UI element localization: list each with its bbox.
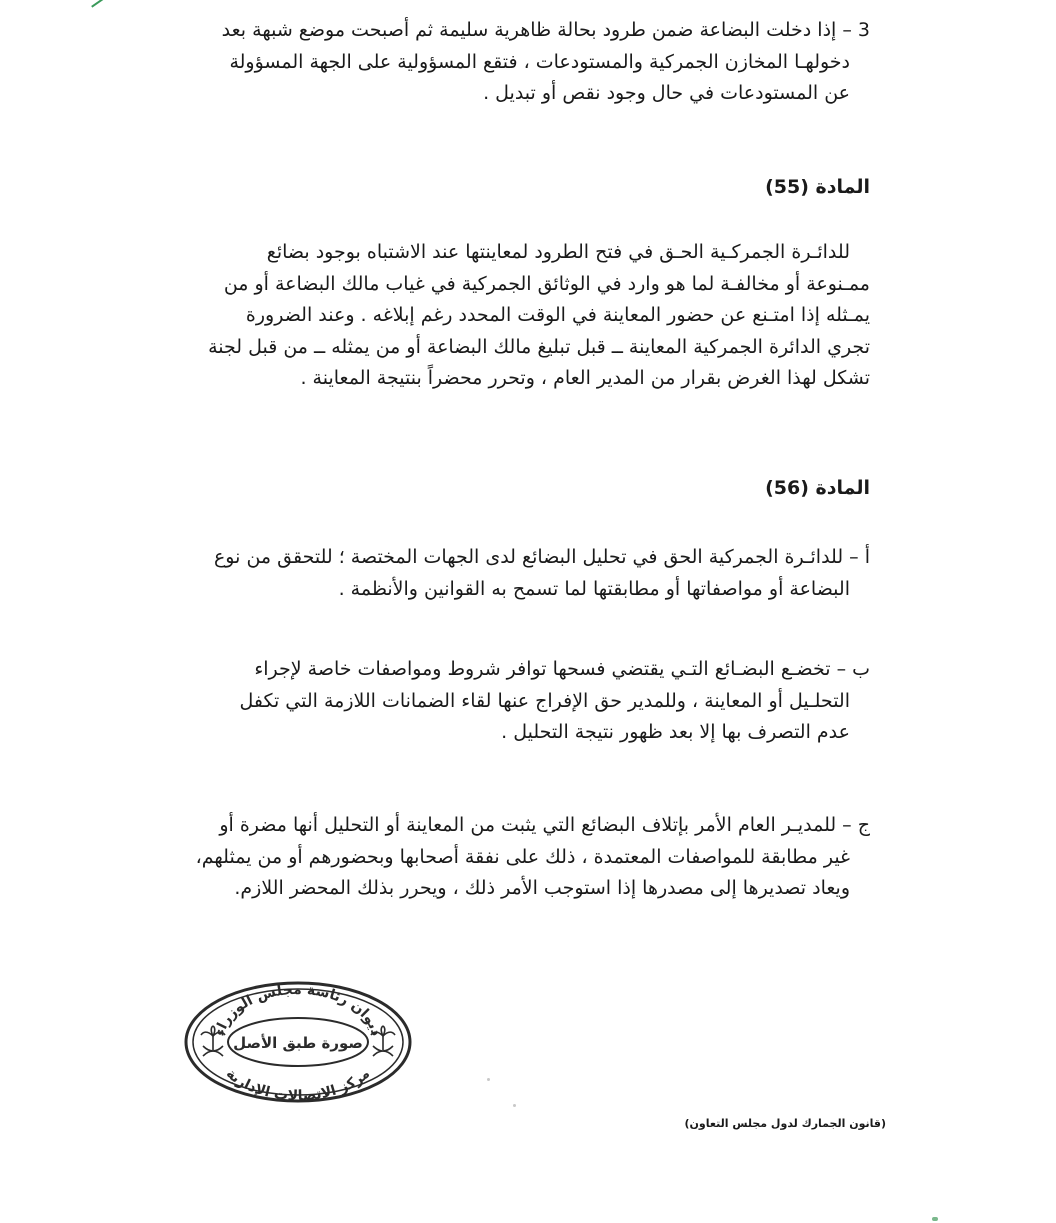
clause-a-line: البضاعة أو مواصفاتها أو مطابقتها لما تسمح به القوانين والأنظمة . <box>338 577 850 600</box>
seal-bottom-text: مركز الاتصالات الإدارية <box>222 1065 374 1105</box>
clause-c-line: ويعاد تصديرها إلى مصدرها إذا استوجب الأمر ذلك ، ويحرر بذلك المحضر اللازم. <box>234 877 850 899</box>
footer-reference: (قانون الجمارك لدول مجلس التعاون) <box>684 1117 886 1130</box>
clause-3-line: عن المستودعات في حال وجود نقص أو تبديل . <box>483 82 850 104</box>
article-55-line: تشكل لهذا الغرض بقرار من المدير العام ، وتحرر محضراً بنتيجة المعاينة . <box>300 367 870 389</box>
article-55-body <box>150 237 870 395</box>
article-56-clause-c <box>150 810 870 905</box>
article-55-title: المادة (55) <box>765 176 870 198</box>
clause-3-line: دخولهـا المخازن الجمركية والمستودعات ، فتقع المسؤولية على الجهة المسؤولة <box>229 50 850 73</box>
scan-speck <box>513 1104 516 1107</box>
scan-speck <box>487 1078 490 1081</box>
clause-b-line: التحلـيل أو المعاينة ، وللمدير حق الإفراج عنها لقاء الضمانات اللازمة التي تكفل <box>239 689 850 712</box>
article-56-title: المادة (56) <box>765 477 870 499</box>
seal-top-text: ديوان رئاسة مجلس الوزراء <box>211 981 385 1038</box>
corner-scan-mark <box>87 0 106 8</box>
seal-center-text: صورة طبق الأصل <box>233 1034 363 1052</box>
article-55-line: تجري الدائرة الجمركية المعاينة ــ قبل تبليغ مالك البضاعة أو من يمثله ــ من قبل لجنة <box>208 335 870 358</box>
clause-c-line: غير مطابقة للمواصفات المعتمدة ، ذلك على نفقة أصحابها وبحضورهم أو من يمثلهم، <box>195 845 850 868</box>
article-55-line: للدائـرة الجمركـية الحـق في فتح الطرود لمعاينتها عند الاشتباه بوجود بضائع <box>266 241 850 263</box>
corner-scan-dot <box>932 1217 938 1221</box>
article-56-clause-a <box>150 542 870 605</box>
article-55-line: ممـنوعة أو مخالفـة لما هو وارد في الوثائق الجمركية في غياب مالك البضاعة أو من <box>223 272 870 295</box>
article-56-clause-b <box>150 654 870 749</box>
clause-c-line: ج – للمديـر العام الأمر بإتلاف البضائع التي يثبت من المعاينة أو التحليل أنها مضرة أو <box>219 814 870 836</box>
clause-a-line: أ – للدائـرة الجمركية الحق في تحليل البضائع لدى الجهات المختصة ؛ للتحقق من نوع <box>213 546 870 568</box>
official-seal-stamp <box>183 980 413 1105</box>
clause-3 <box>150 15 870 110</box>
article-55-line: يمـثله إذا امتـنع عن حضور المعاينة في الوقت المحدد رغم إبلاغه . وعند الضرورة <box>245 304 870 326</box>
clause-3-line: 3 – إذا دخلت البضاعة ضمن طرود بحالة ظاهرية سليمة ثم أصبحت موضع شبهة بعد <box>221 19 870 41</box>
clause-b-line: عدم التصرف بها إلا بعد ظهور نتيجة التحليل . <box>501 721 850 743</box>
clause-b-line: ب – تخضـع البضـائع التـي يقتضي فسحها توافر شروط ومواصفات خاصة لإجراء <box>254 658 870 680</box>
